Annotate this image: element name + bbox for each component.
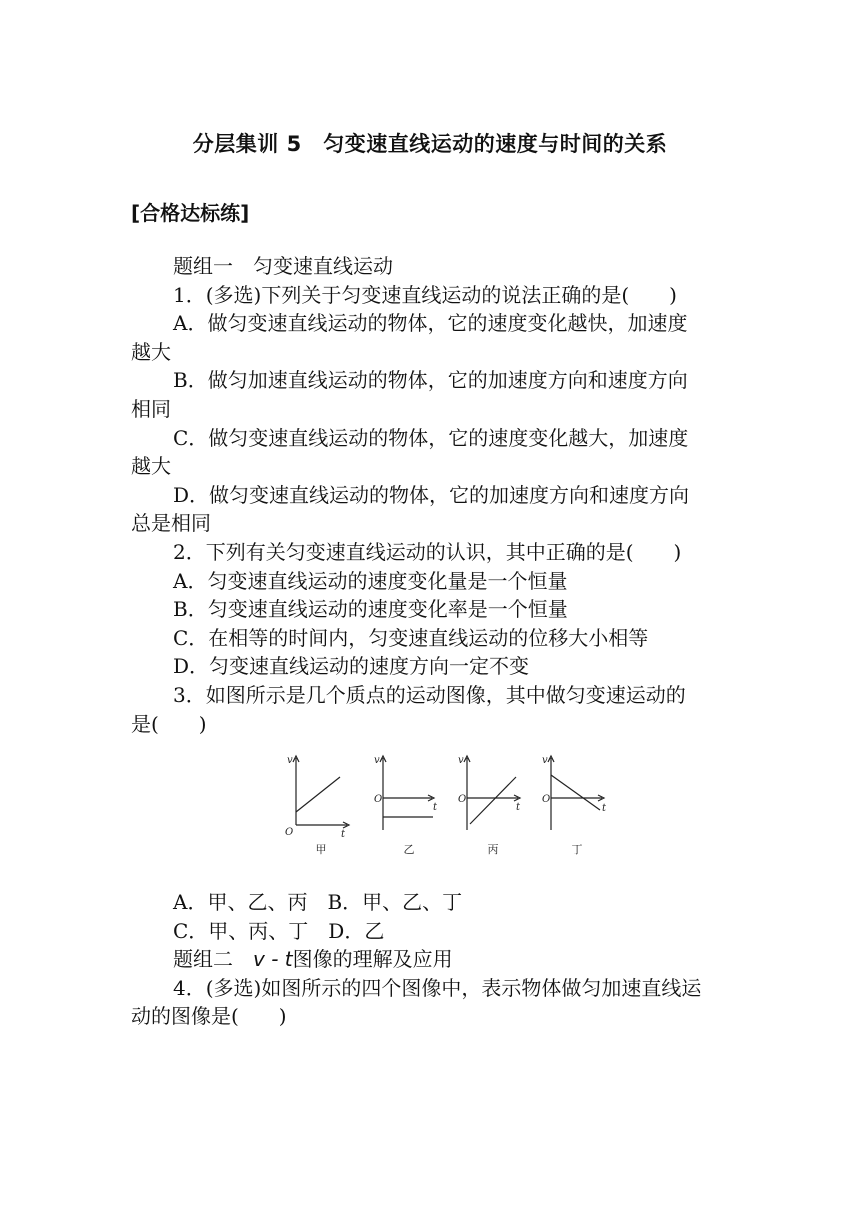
q1-option-a: A．做匀变速直线运动的物体，它的速度变化越快，加速度 [173, 311, 688, 336]
graph2-v-label: v [374, 755, 380, 766]
q3-stem-cont: 是( ) [131, 711, 207, 736]
group-heading-2 [131, 945, 731, 974]
q1-stem: 1．(多选)下列关于匀变速直线运动的说法正确的是( ) [173, 282, 677, 307]
page-title: 分层集训 5 匀变速直线运动的速度与时间的关系 [192, 132, 668, 156]
q1-option-d-cont: 总是相同 [131, 511, 211, 536]
q2-option-c: C．在相等的时间内，匀变速直线运动的位移大小相等 [173, 625, 649, 650]
q3-options-cd: C．甲、丙、丁 D．乙 [173, 918, 385, 943]
motion-graphs-figure [282, 752, 612, 862]
q1-option-c-cont: 越大 [131, 454, 171, 479]
graph1-line [296, 777, 340, 812]
group-heading-1: 题组一 匀变速直线运动 [173, 254, 393, 278]
graph2-t-label: t [433, 802, 438, 813]
graph4-t-label: t [602, 803, 607, 814]
q3-options-ab: A．甲、乙、丙 B．甲、乙、丁 [173, 890, 463, 915]
graph3-v-label: v [458, 755, 464, 766]
graph2-origin: O [374, 794, 383, 805]
section-heading: [合格达标练] [131, 201, 250, 225]
question-body [131, 252, 731, 1031]
graph3-line [470, 777, 516, 824]
q4-stem-cont: 动的图像是( ) [131, 1004, 287, 1029]
graph4-caption: 丁 [571, 843, 583, 856]
group2-vt: v - t [253, 947, 293, 972]
graph3-caption: 丙 [487, 843, 499, 856]
q1-option-c: C．做匀变速直线运动的物体，它的速度变化越大，加速度 [173, 425, 689, 450]
q2-option-b: B．匀变速直线运动的速度变化率是一个恒量 [173, 597, 568, 622]
q1-option-b-cont: 相同 [131, 396, 171, 421]
graph4-line [551, 775, 600, 810]
group2-prefix: 题组二 [173, 947, 253, 972]
q3-stem: 3．如图所示是几个质点的运动图像，其中做匀变速运动的 [173, 682, 686, 707]
q1-option-b: B．做匀加速直线运动的物体，它的加速度方向和速度方向 [173, 368, 688, 393]
graph3-t-label: t [516, 802, 521, 813]
graph1-t-label: t [341, 829, 346, 840]
graph1-caption: 甲 [315, 843, 327, 856]
graph3-origin: O [458, 794, 467, 805]
graph2-caption: 乙 [403, 843, 415, 856]
q2-stem: 2．下列有关匀变速直线运动的认识，其中正确的是( ) [173, 539, 682, 564]
q1-option-a-cont: 越大 [131, 339, 171, 364]
group2-suffix: 图像的理解及应用 [292, 947, 453, 972]
q1-option-d: D．做匀变速直线运动的物体，它的加速度方向和速度方向 [173, 482, 690, 507]
graph1-origin: O [285, 827, 294, 838]
q2-option-d: D．匀变速直线运动的速度方向一定不变 [173, 654, 530, 679]
graph1-v-label: v [287, 755, 293, 766]
q4-stem: 4．(多选)如图所示的四个图像中，表示物体做匀加速直线运 [173, 975, 702, 1000]
q2-option-a: A．匀变速直线运动的速度变化量是一个恒量 [173, 568, 568, 593]
graph4-v-label: v [542, 755, 548, 766]
graph4-origin: O [542, 794, 551, 805]
